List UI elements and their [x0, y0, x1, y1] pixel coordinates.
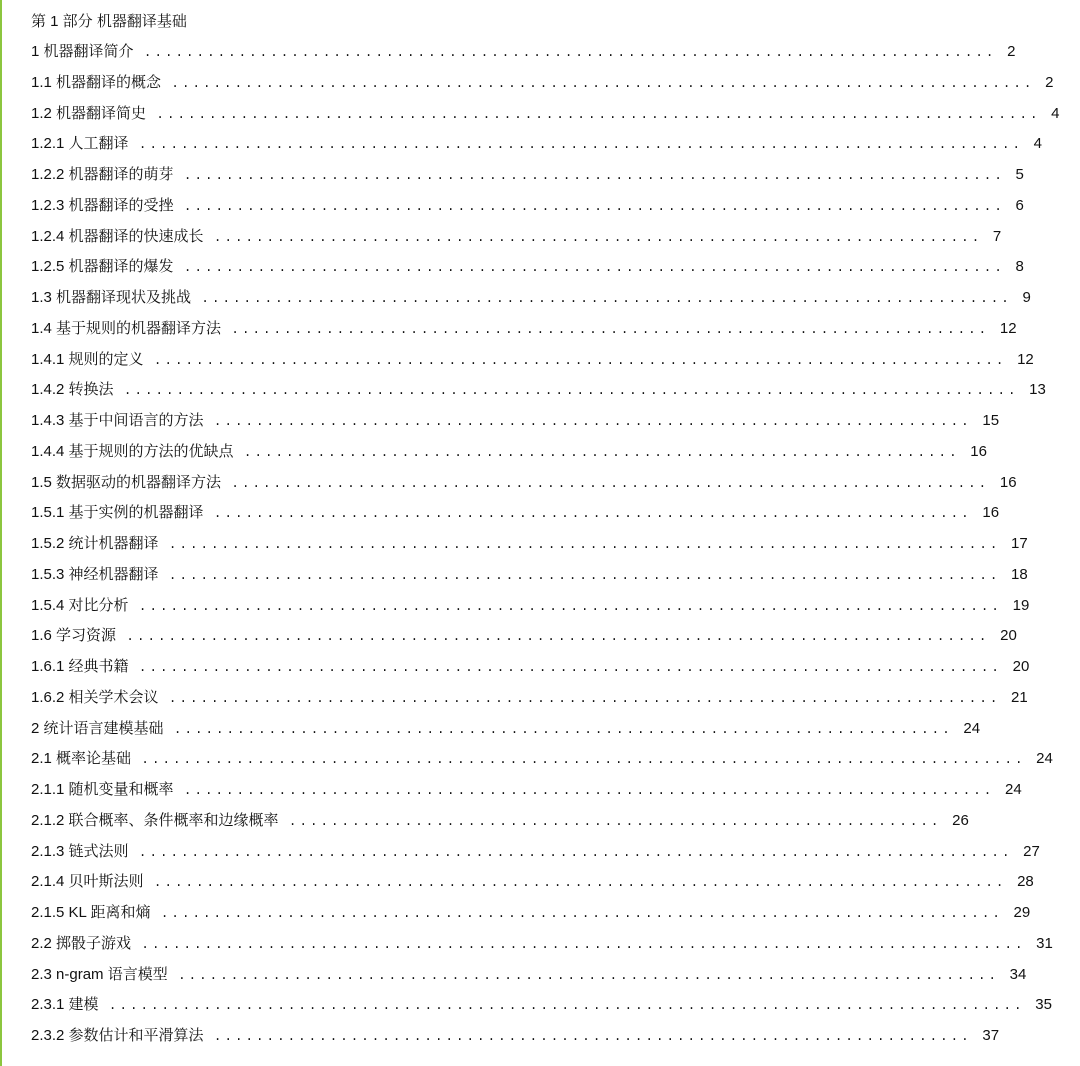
toc-entry-title: 2.3 n-gram 语言模型 — [31, 965, 168, 983]
toc-page-number: 16 — [982, 504, 1000, 522]
toc-leader-dots: .................................................................... — [233, 444, 971, 459]
toc-entry-title: 1.5 数据驱动的机器翻译方法 — [31, 473, 222, 491]
toc-entry-title: 1.3 机器翻译现状及挑战 — [31, 289, 192, 306]
toc-leader-dots: ................................................................................. — [143, 875, 1018, 890]
toc-entry-title: 2.1.2 联合概率、条件概率和边缘概率 — [31, 811, 279, 829]
toc-entry-title: 2.1 概率论基础 — [31, 750, 132, 768]
toc-leader-dots: ........................................................................ — [203, 1029, 983, 1043]
toc-entry[interactable] — [31, 222, 1071, 253]
toc-entry-title: 1.2.3 机器翻译的受挫 — [31, 196, 174, 214]
toc-page-number: 8 — [1015, 258, 1024, 276]
toc-entry[interactable] — [31, 437, 1071, 468]
toc-page-number: 17 — [1011, 535, 1028, 552]
toc-leader-dots: .............................................................................. — [167, 967, 1010, 982]
toc-entry-title: 2.3.2 参数估计和平滑算法 — [31, 1027, 204, 1044]
toc-page-number: 12 — [999, 319, 1017, 337]
toc-page-number: 24 — [1004, 781, 1022, 798]
toc-page-number: 7 — [992, 227, 1002, 245]
toc-leader-dots: .................................................................................. — [128, 660, 1013, 674]
toc-entry[interactable] — [31, 529, 1071, 560]
toc-page-number: 2 — [1045, 73, 1054, 91]
toc-entry-title: 2.3.1 建模 — [31, 996, 99, 1014]
toc-entry-title: 1.2.2 机器翻译的萌芽 — [31, 166, 174, 183]
toc-entry[interactable] — [31, 37, 1071, 68]
left-accent-bar — [0, 0, 2, 1066]
toc-entry[interactable] — [31, 406, 1071, 437]
toc-leader-dots: ............................................................................. — [173, 783, 1005, 797]
toc-entry-title: 1.4.1 规则的定义 — [31, 350, 144, 368]
toc-leader-dots: .................................................................................. — [116, 629, 1001, 644]
toc-leader-dots: ............................................................................... — [158, 567, 1012, 582]
toc-entry[interactable] — [31, 652, 1071, 683]
toc-page-number: 19 — [1012, 596, 1030, 614]
toc-entry[interactable] — [31, 498, 1071, 529]
toc-leader-dots: ........................................................................ — [221, 475, 1000, 490]
toc-entry-title: 1.4.2 转换法 — [31, 381, 114, 399]
toc-page-number: 27 — [1023, 842, 1040, 860]
toc-entry-title: 1 机器翻译简介 — [31, 43, 134, 60]
toc-entry-title: 1.2.4 机器翻译的快速成长 — [31, 227, 204, 245]
toc-page-number: 28 — [1017, 873, 1034, 891]
toc-entry[interactable] — [31, 929, 1071, 960]
toc-entry-title: 2.1.5 KL 距离和熵 — [31, 904, 151, 921]
toc-leader-dots: ................................................................................. — [133, 45, 1008, 59]
toc-page-number: 20 — [1000, 627, 1017, 645]
toc-leader-dots: ........................................................................ — [221, 321, 1000, 336]
part-title: 第 1 部分 机器翻译基础 — [31, 13, 187, 30]
toc-page-number: 20 — [1012, 658, 1030, 675]
toc-entry-title: 1.4 基于规则的机器翻译方法 — [31, 319, 222, 337]
toc-entry-title: 2.1.4 贝叶斯法则 — [31, 873, 144, 891]
toc-leader-dots: ....................................................................................... — [98, 998, 1036, 1013]
toc-entry-title: 1.1 机器翻译的概念 — [31, 73, 162, 91]
toc-entry[interactable] — [31, 621, 1071, 652]
toc-entry-title: 2.2 掷骰子游戏 — [31, 934, 132, 952]
toc-page-number: 2 — [1007, 43, 1016, 60]
toc-leader-dots: .................................................................................... — [131, 936, 1037, 951]
toc-leader-dots: ........................................................................ — [203, 414, 983, 428]
toc-page-number: 26 — [952, 811, 969, 829]
toc-entry[interactable] — [31, 99, 1071, 130]
toc-page-number: 21 — [1011, 688, 1028, 706]
toc-leader-dots: .................................................................................. — [128, 598, 1013, 613]
toc-page-number: 34 — [1009, 965, 1027, 983]
toc-entry-title: 1.6.1 经典书籍 — [31, 658, 129, 675]
toc-entry-title: 1.6.2 相关学术会议 — [31, 688, 159, 706]
toc-entry-title: 1.5.1 基于实例的机器翻译 — [31, 504, 204, 522]
toc-page-number: 24 — [1036, 750, 1053, 768]
toc-entry[interactable] — [31, 867, 1071, 898]
table-of-contents — [31, 7, 1071, 1052]
toc-page-number: 9 — [1022, 289, 1031, 306]
toc-entry[interactable] — [31, 129, 1071, 160]
toc-page-number: 4 — [1051, 104, 1060, 122]
toc-leader-dots: .............................................................................. — [173, 260, 1016, 275]
toc-leader-dots: ........................................................................ — [203, 506, 983, 521]
toc-leader-dots: ............................................................................. — [191, 291, 1023, 305]
toc-page-number: 18 — [1011, 565, 1028, 583]
toc-entry[interactable] — [31, 714, 1071, 745]
toc-leader-dots: .......................................................................... — [163, 721, 964, 736]
toc-entry-title: 2 统计语言建模基础 — [31, 719, 164, 737]
toc-entry[interactable] — [31, 683, 1071, 714]
toc-entry[interactable] — [31, 345, 1071, 376]
toc-leader-dots: .................................................................................... — [131, 752, 1037, 767]
toc-entry[interactable] — [31, 591, 1071, 622]
toc-page-number: 4 — [1033, 135, 1042, 153]
toc-leader-dots: ................................................................................. — [143, 352, 1018, 367]
toc-page-number: 37 — [982, 1027, 1000, 1044]
toc-entry-title: 1.5.4 对比分析 — [31, 596, 129, 614]
toc-entry[interactable] — [31, 744, 1071, 775]
toc-page-number: 16 — [999, 473, 1017, 491]
toc-entry[interactable] — [31, 160, 1071, 191]
toc-entry[interactable] — [31, 283, 1071, 314]
toc-entry-title: 1.4.4 基于规则的方法的优缺点 — [31, 442, 234, 460]
toc-entry[interactable] — [31, 1021, 1071, 1052]
toc-entry-title: 1.5.3 神经机器翻译 — [31, 565, 159, 583]
toc-page-number: 13 — [1029, 381, 1046, 399]
toc-page-number: 6 — [1015, 196, 1024, 214]
toc-page-number: 16 — [970, 442, 987, 460]
toc-leader-dots: .................................................................................... — [146, 106, 1052, 121]
toc-entry-title: 1.5.2 统计机器翻译 — [31, 535, 159, 552]
toc-entry[interactable] — [31, 314, 1071, 345]
toc-entry-title: 1.4.3 基于中间语言的方法 — [31, 412, 204, 429]
toc-leader-dots: .............................................................................. — [173, 198, 1016, 213]
toc-entry[interactable] — [31, 375, 1071, 406]
toc-leader-dots: .............................................................. — [278, 813, 953, 828]
toc-entry[interactable] — [31, 468, 1071, 499]
toc-page-number: 35 — [1035, 996, 1052, 1014]
toc-entry[interactable] — [31, 191, 1071, 222]
toc-page-number: 24 — [963, 719, 981, 737]
toc-leader-dots: .................................................................................. — [161, 75, 1046, 90]
toc-entry[interactable] — [31, 898, 1071, 929]
toc-list — [31, 37, 1071, 1052]
toc-page-number: 15 — [982, 412, 1000, 429]
toc-leader-dots: ..................................................................................... — [113, 383, 1030, 398]
toc-page-number: 12 — [1017, 350, 1034, 368]
toc-entry[interactable] — [31, 252, 1071, 283]
toc-leader-dots: .................................................................................... — [128, 137, 1034, 152]
toc-entry[interactable] — [31, 775, 1071, 806]
toc-entry[interactable] — [31, 68, 1071, 99]
toc-entry[interactable] — [31, 990, 1071, 1021]
toc-leader-dots: ............................................................................... — [158, 690, 1012, 705]
toc-entry-title: 2.1.3 链式法则 — [31, 842, 129, 860]
toc-page-number: 5 — [1015, 166, 1024, 183]
toc-entry[interactable] — [31, 806, 1071, 837]
toc-entry[interactable] — [31, 837, 1071, 868]
toc-leader-dots: ............................................................................... — [158, 537, 1012, 551]
toc-leader-dots: ................................................................................ — [150, 906, 1014, 920]
toc-entry[interactable] — [31, 560, 1071, 591]
toc-page-number: 29 — [1013, 904, 1031, 921]
toc-entry[interactable] — [31, 960, 1071, 991]
toc-entry-title: 1.2.1 人工翻译 — [31, 135, 129, 153]
toc-entry-title: 1.2 机器翻译简史 — [31, 104, 147, 122]
toc-entry-title: 2.1.1 随机变量和概率 — [31, 781, 174, 798]
toc-leader-dots: .............................................................................. — [173, 168, 1016, 182]
toc-entry-title: 1.6 学习资源 — [31, 627, 117, 645]
toc-page-number: 31 — [1036, 934, 1053, 952]
toc-leader-dots: ................................................................................... — [128, 844, 1024, 859]
toc-leader-dots: ......................................................................... — [203, 229, 993, 244]
toc-entry-title: 1.2.5 机器翻译的爆发 — [31, 258, 174, 276]
